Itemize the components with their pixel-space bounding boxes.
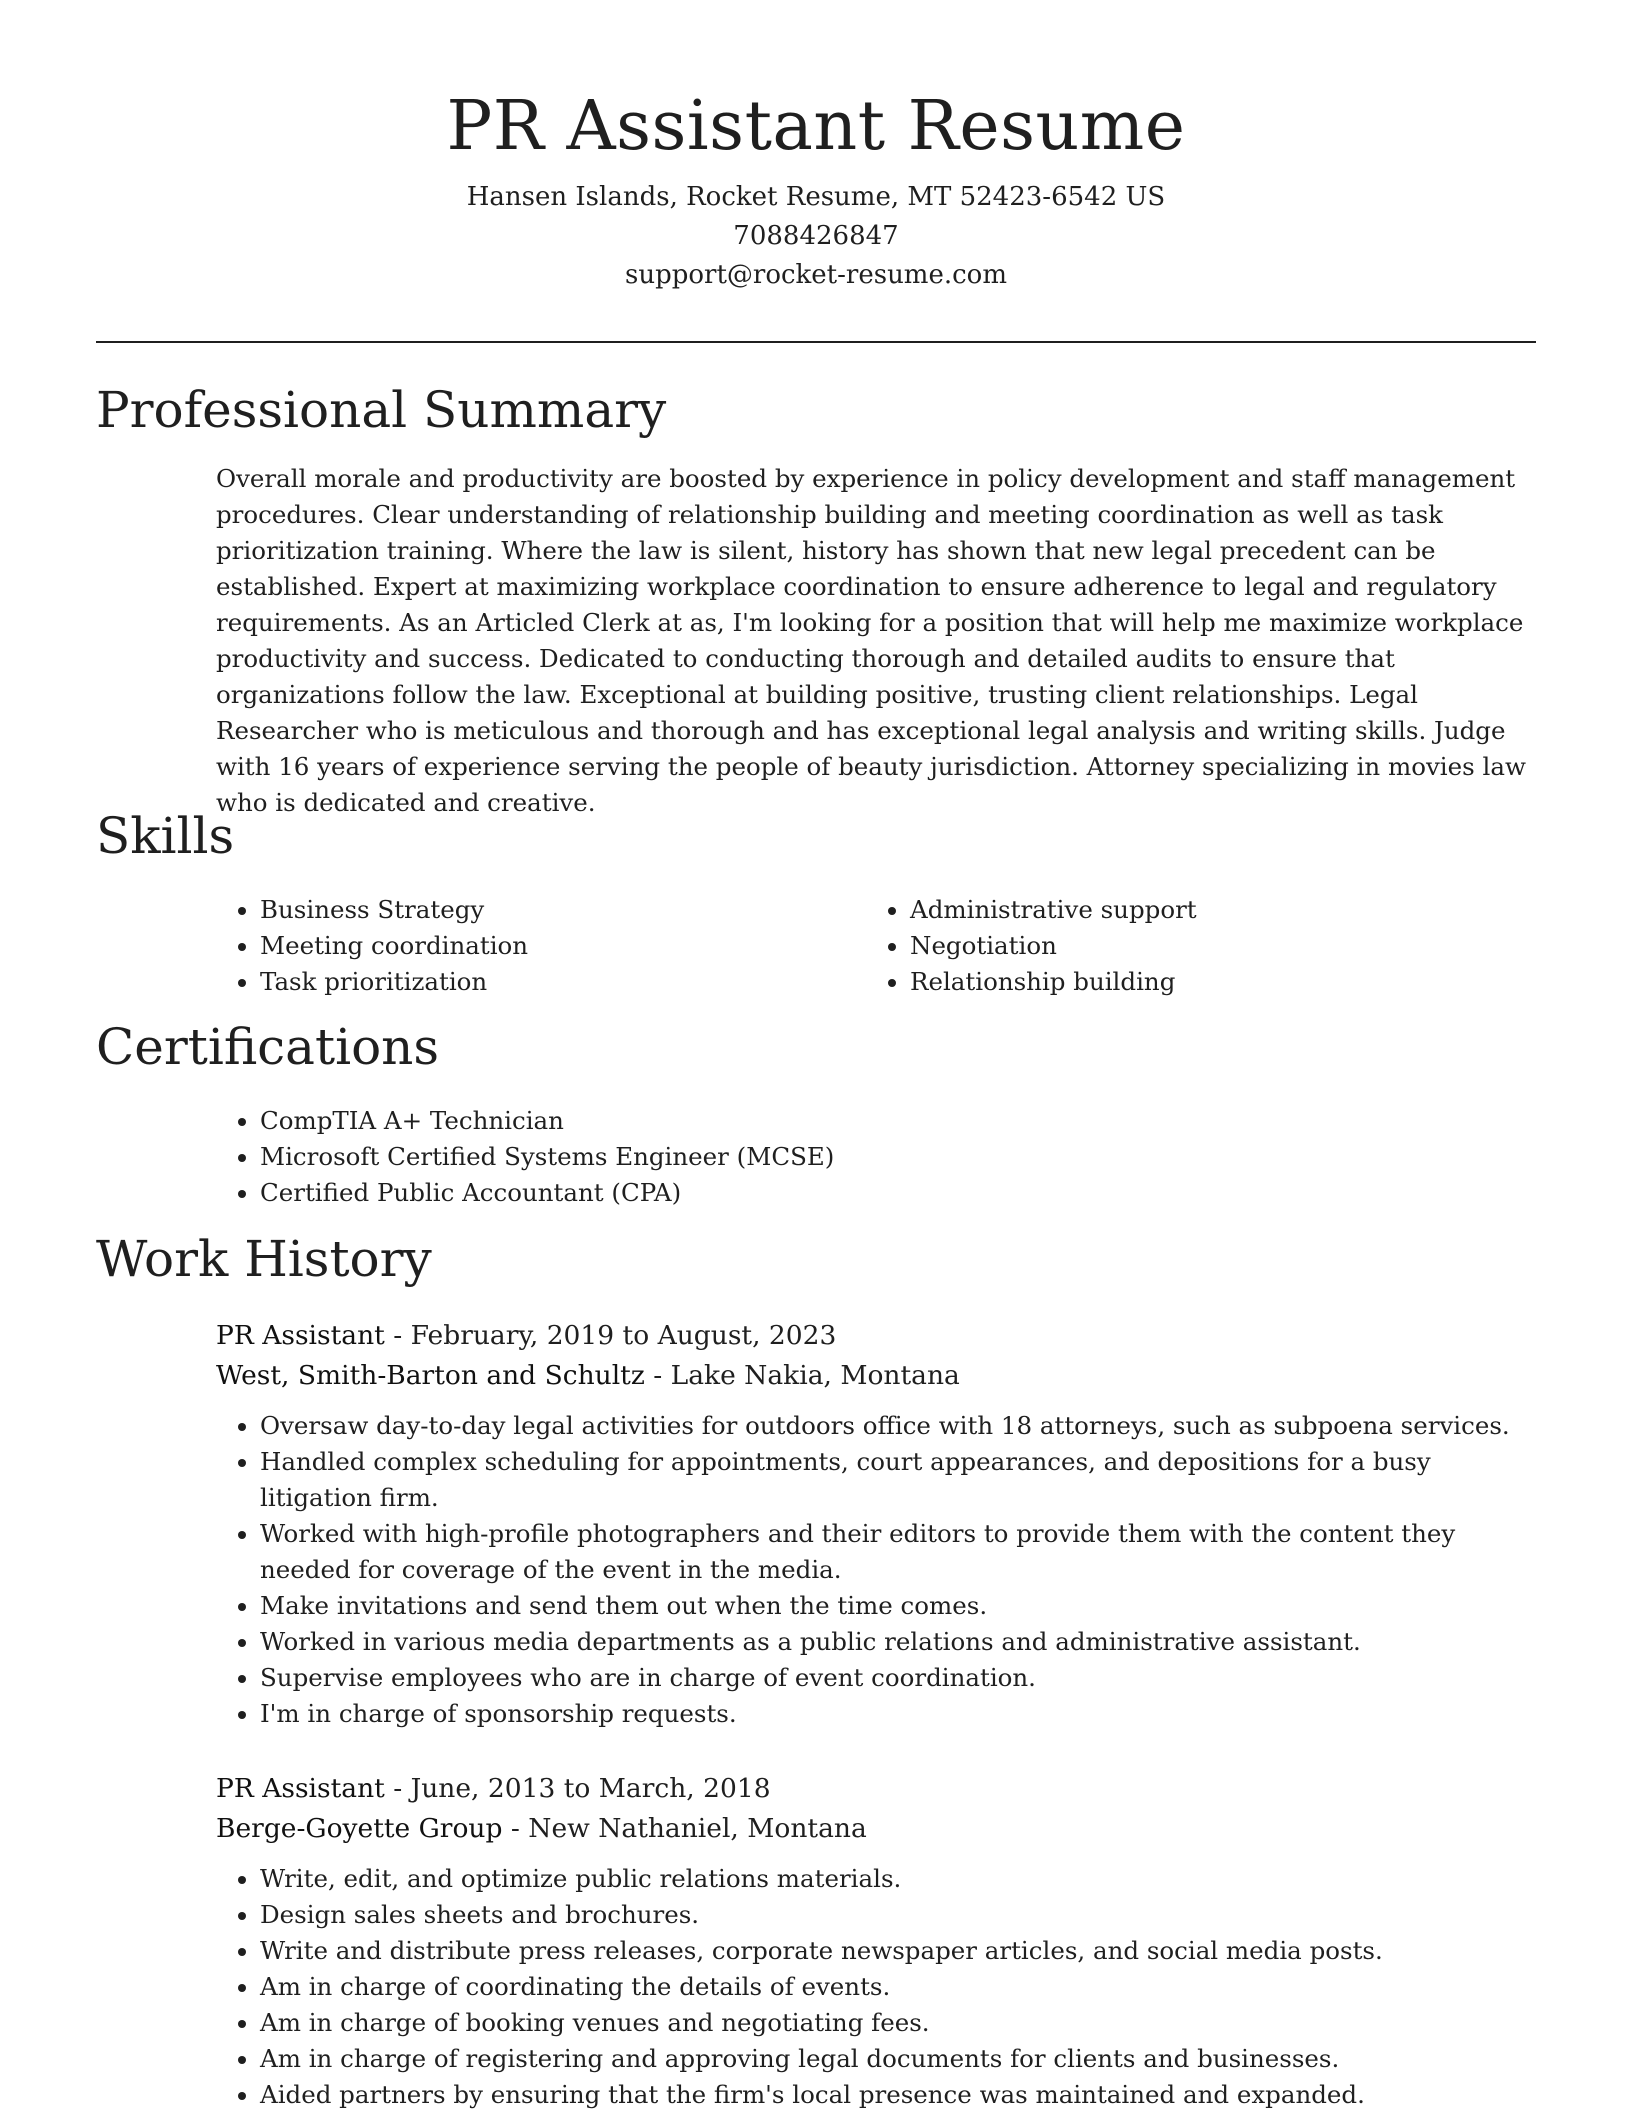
job-location: - Lake Nakia, Montana [653, 1360, 960, 1391]
duty-item: • Handled complex scheduling for appointments, court appearances, and depositions for a busy litigation firm. [260, 1444, 1536, 1516]
duty-item: • Write, edit, and optimize public relations materials. [260, 1861, 1536, 1897]
duty-item: • Oversaw day-to-day legal activities for outdoors office with 18 attorneys, such as subpoena services. [260, 1408, 1536, 1444]
job-dates: - June, 2013 to March, 2018 [393, 1773, 771, 1804]
contact-phone: 7088426847 [733, 221, 899, 251]
duty-item: • Am in charge of registering and approving legal documents for clients and businesses. [260, 2041, 1536, 2077]
duty-item: • Write and distribute press releases, corporate newspaper articles, and social media posts. [260, 1933, 1536, 1969]
header-divider [96, 341, 1536, 343]
duty-item: • Supervise employees who are in charge of event coordination. [260, 1660, 1536, 1696]
skill-item: • Negotiation [910, 928, 1516, 964]
certification-item: • Microsoft Certified Systems Engineer (MCSE) [260, 1139, 1536, 1175]
job-location: - New Nathaniel, Montana [510, 1813, 867, 1844]
certifications-list [216, 1103, 1536, 1211]
resume-header [96, 82, 1536, 295]
job-title: PR Assistant [216, 1320, 385, 1351]
certification-item: • CompTIA A+ Technician [260, 1103, 1536, 1139]
skills-list [216, 892, 1536, 1000]
contact-address: Hansen Islands, Rocket Resume, MT 52423-6542 US [466, 182, 1166, 212]
skill-item: • Business Strategy [260, 892, 866, 928]
contact-email: support@rocket-resume.com [624, 260, 1007, 290]
job-entry [216, 1316, 1536, 1732]
job-company: Berge-Goyette Group [216, 1813, 503, 1844]
skill-item: • Administrative support [910, 892, 1516, 928]
job-title-line [216, 1316, 1536, 1356]
duty-item: • Worked with high-profile photographers and their editors to provide them with the content they needed for coverage of the event in the media. [260, 1516, 1536, 1588]
page-title: PR Assistant Resume [446, 87, 1186, 166]
contact-block [96, 178, 1536, 295]
summary-heading: Professional Summary [96, 381, 667, 439]
job-title-line [216, 1769, 1536, 1809]
job-company: West, Smith-Barton and Schultz [216, 1360, 645, 1391]
job-title: PR Assistant [216, 1773, 385, 1804]
duty-item: • Am in charge of coordinating the details of events. [260, 1969, 1536, 2005]
duty-item: • I'm in charge of sponsorship requests. [260, 1696, 1536, 1732]
skill-item: • Task prioritization [260, 964, 866, 1000]
duty-item: • Make invitations and send them out when the time comes. [260, 1588, 1536, 1624]
duty-item: • Worked in various media departments as a public relations and administrative assistant. [260, 1624, 1536, 1660]
job-entry [216, 1769, 1536, 2113]
certification-item: • Certified Public Accountant (CPA) [260, 1175, 1536, 1211]
job-company-line [216, 1356, 1536, 1396]
duty-item: • Aided partners by ensuring that the firm's local presence was maintained and expanded. [260, 2077, 1536, 2113]
job-duties [216, 1861, 1536, 2113]
skill-item: • Meeting coordination [260, 928, 866, 964]
job-duties [216, 1408, 1536, 1732]
summary-text: Overall morale and productivity are boosted by experience in policy development and staff management procedures. Clear understanding of relationship building and meeting coordination as well as task prioritization training. Where the law is silent, history has shown that new legal precedent can be established. Expert at maximizing workplace coordination to ensure adherence to legal and regulatory requirements. As an Articled Clerk at as, I'm looking for a position that will help me maximize workplace productivity and success. Dedicated to conducting thorough and detailed audits to ensure that organizations follow the law. Exceptional at building positive, trusting client relationships. Legal Researcher who is meticulous and thorough and has exceptional legal analysis and writing skills. Judge with 16 years of experience serving the people of beauty jurisdiction. Attorney specializing in movies law who is dedicated and creative. [216, 464, 1526, 817]
skill-item: • Relationship building [910, 964, 1516, 1000]
certifications-heading: Certifications [96, 1018, 440, 1076]
duty-item: • Design sales sheets and brochures. [260, 1897, 1536, 1933]
work-history-heading: Work History [96, 1230, 432, 1288]
job-company-line [216, 1809, 1536, 1849]
duty-item: • Am in charge of booking venues and negotiating fees. [260, 2005, 1536, 2041]
skills-column-right [866, 892, 1516, 1000]
skills-heading: Skills [96, 807, 235, 865]
skills-column-left [216, 892, 866, 1000]
job-dates: - February, 2019 to August, 2023 [393, 1320, 837, 1351]
